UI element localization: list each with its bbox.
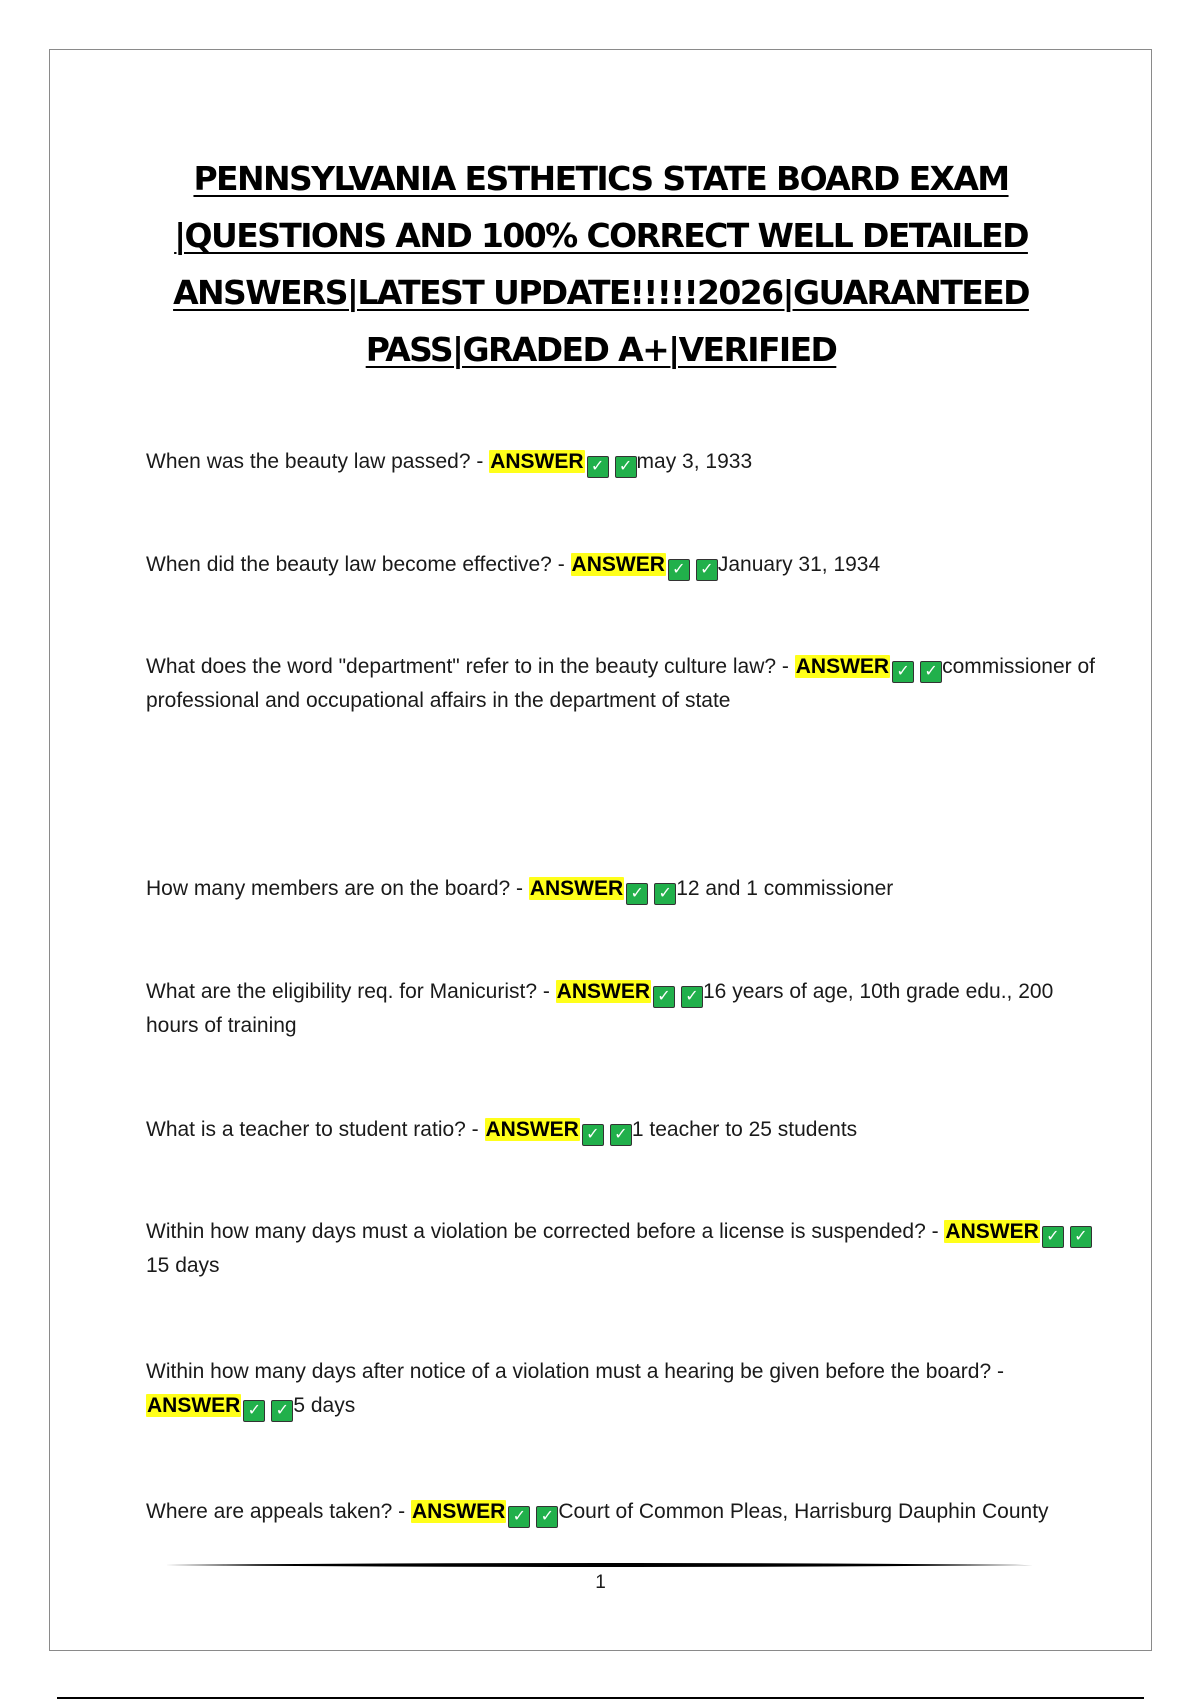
answer-label: ANSWER	[485, 1118, 579, 1141]
qa-item	[146, 1355, 1096, 1423]
footer-rule	[165, 1562, 1033, 1568]
qa-list	[146, 50, 1096, 1650]
check-mark-icon: ✓	[1070, 1226, 1092, 1248]
answer-text: 1 teacher to 25 students	[631, 1118, 858, 1141]
check-mark-icon: ✓	[271, 1400, 293, 1422]
answer-label: ANSWER	[147, 1394, 241, 1417]
question-text: What is a teacher to student ratio? -	[146, 1118, 485, 1141]
check-mark-icon: ✓	[582, 1124, 604, 1146]
qa-item	[146, 548, 1096, 582]
qa-item	[146, 975, 1096, 1043]
answer-label: ANSWER	[795, 655, 890, 678]
answer-text: may 3, 1933	[636, 450, 753, 473]
check-mark-icon: ✓	[696, 559, 718, 581]
check-mark-icon: ✓	[610, 1124, 632, 1146]
question-text: How many members are on the board? -	[146, 877, 529, 900]
answer-text: Court of Common Pleas, Harrisburg Dauphin County	[558, 1500, 1049, 1523]
next-page-edge	[57, 1697, 1144, 1699]
check-mark-icon: ✓	[654, 883, 676, 905]
check-mark-icon: ✓	[587, 456, 609, 478]
answer-text: 12 and 1 commissioner	[676, 877, 894, 900]
answer-label: ANSWER	[490, 450, 584, 473]
answer-text: 15 days	[146, 1254, 220, 1277]
answer-text: 5 days	[293, 1394, 356, 1417]
qa-item	[146, 445, 1096, 479]
check-mark-icon: ✓	[653, 986, 675, 1008]
question-text: When was the beauty law passed? -	[146, 450, 490, 473]
answer-label: ANSWER	[571, 553, 665, 576]
answer-label: ANSWER	[945, 1220, 1039, 1243]
qa-item	[146, 1495, 1096, 1529]
check-mark-icon: ✓	[536, 1506, 558, 1528]
page-number: 1	[595, 1572, 606, 1593]
question-text: What does the word "department" refer to in the beauty culture law? -	[146, 655, 795, 678]
qa-item	[146, 872, 1096, 906]
check-mark-icon: ✓	[920, 661, 942, 683]
document-page	[49, 49, 1152, 1651]
answer-text: commissioner of professional and occupational affairs in the department of state	[146, 655, 1095, 712]
check-mark-icon: ✓	[508, 1506, 530, 1528]
check-mark-icon: ✓	[626, 883, 648, 905]
answer-text: 16 years of age, 10th grade edu., 200 hours of training	[146, 980, 1054, 1037]
qa-item	[146, 650, 1096, 718]
check-mark-icon: ✓	[243, 1400, 265, 1422]
check-mark-icon: ✓	[681, 986, 703, 1008]
answer-label: ANSWER	[411, 1500, 506, 1523]
check-mark-icon: ✓	[615, 456, 637, 478]
check-mark-icon: ✓	[892, 661, 914, 683]
document-title: PENNSYLVANIA ESTHETICS STATE BOARD EXAM |QUESTIONS AND 100% CORRECT WELL DETAILED ANSWERS|LATEST UPDATE!!!!!2026|GUARANTEED PASS|GRADED A+|VERIFIED	[173, 159, 1029, 369]
qa-item	[146, 1215, 1096, 1283]
question-text: When did the beauty law become effective? -	[146, 553, 571, 576]
question-text: Where are appeals taken? -	[146, 1500, 411, 1523]
answer-label: ANSWER	[556, 980, 650, 1003]
question-text: Within how many days after notice of a violation must a hearing be given before the board? -	[146, 1360, 1004, 1383]
check-mark-icon: ✓	[668, 559, 690, 581]
question-text: Within how many days must a violation be corrected before a license is suspended? -	[146, 1220, 945, 1243]
answer-text: January 31, 1934	[717, 553, 881, 576]
qa-item	[146, 1113, 1096, 1147]
question-text: What are the eligibility req. for Manicurist? -	[146, 980, 556, 1003]
answer-label: ANSWER	[529, 877, 624, 900]
check-mark-icon: ✓	[1042, 1226, 1064, 1248]
